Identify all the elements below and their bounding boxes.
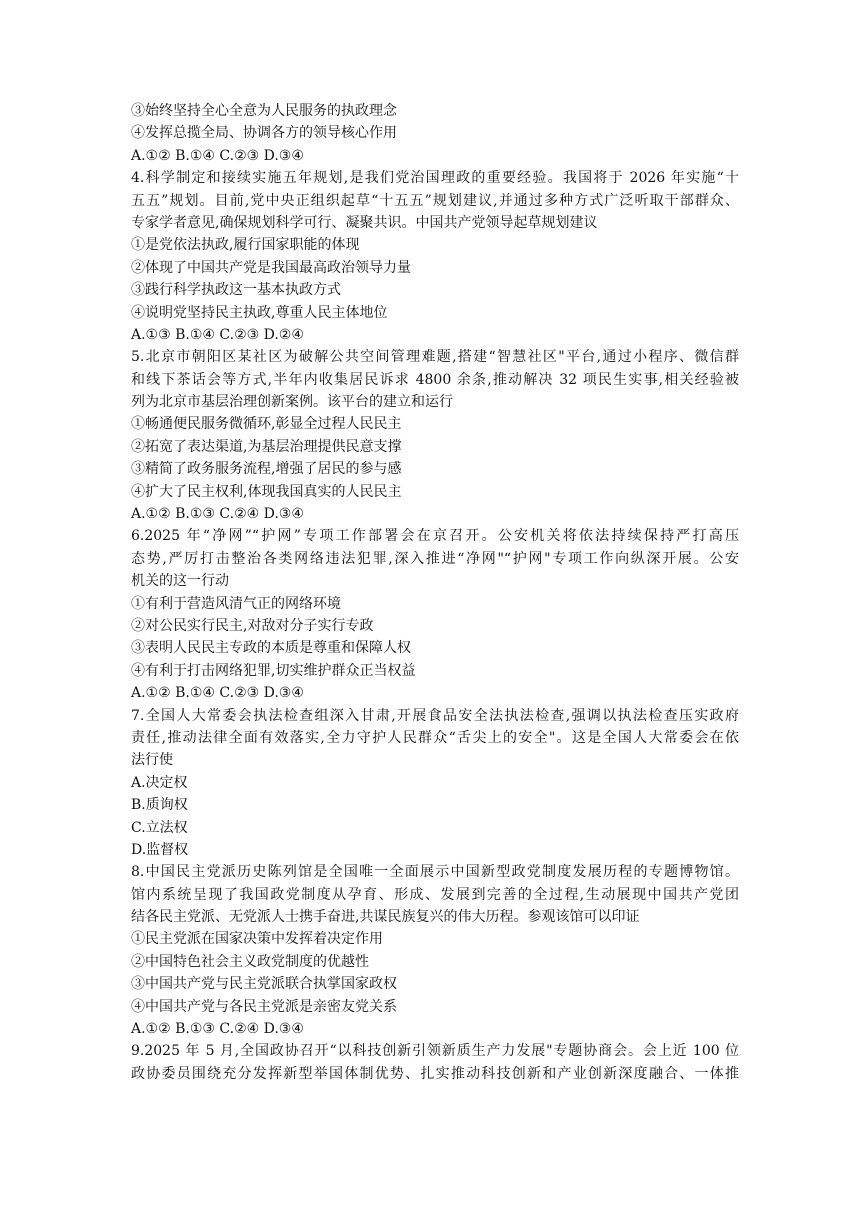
question-6-stem: 6.2025 年“净网”“护网”专项工作部署会在京召开。公安机关将依法持续保持严打高压	[131, 528, 739, 545]
option-a: A.决定权	[131, 774, 188, 791]
option-c: C.立法权	[131, 819, 188, 836]
statement-item: ④中国共产党与各民主党派是亲密友党关系	[131, 998, 397, 1015]
statement-item: ②中国特色社会主义政党制度的优越性	[131, 953, 369, 970]
answer-options: A.①② B.①④ C.②③ D.③④	[131, 685, 304, 702]
question-8-stem: 结各民主党派、无党派人士携手奋进,共谋民族复兴的伟大历程。参观该馆可以印证	[131, 909, 640, 926]
text-line: ③始终坚持全心全意为人民服务的执政理念	[131, 103, 397, 119]
statement-item: ③表明人民民主专政的本质是尊重和保障人权	[131, 640, 411, 657]
statement-item: ④说明党坚持民主执政,尊重人民主体地位	[131, 304, 388, 321]
question-9-stem: 9.2025 年 5 月,全国政协召开“以科技创新引领新质生产力发展"专题协商会。会上近 100 位	[131, 1043, 739, 1060]
question-5-stem: 和线下茶话会等方式,半年内收集居民诉求 4800 余条,推动解决 32 项民生实事,相关经验被	[131, 371, 739, 388]
statement-item: ④扩大了民主权利,体现我国真实的人民民主	[131, 483, 402, 500]
statement-item: ②对公民实行民主,对敌对分子实行专政	[131, 617, 374, 634]
answer-options: A.①③ B.①④ C.②③ D.②④	[131, 326, 304, 343]
question-4-stem: 专家学者意见,确保规划科学可行、凝聚共识。中国共产党领导起草规划建议	[131, 214, 598, 231]
statement-item: ③践行科学执政这一基本执政方式	[131, 282, 341, 299]
answer-options: A.①② B.①③ C.②④ D.③④	[131, 506, 304, 523]
question-5-stem: 列为北京市基层治理创新案例。该平台的建立和运行	[131, 394, 453, 411]
statement-item: ②拓宽了表达渠道,为基层治理提供民意支撑	[131, 438, 402, 455]
question-7-stem: 7.全国人大常委会执法检查组深入甘肃,开展食品安全法执法检查,强调以执法检查压实政府	[131, 707, 739, 724]
question-9-stem: 政协委员围绕充分发挥新型举国体制优势、扎实推动科技创新和产业创新深度融合、一体推	[131, 1065, 739, 1082]
question-8-stem: 馆内系统呈现了我国政党制度从孕育、形成、发展到完善的全过程,生动展现中国共产党团	[131, 886, 739, 903]
statement-item: ①有利于营造风清气正的网络环境	[131, 595, 341, 612]
statement-item: ④有利于打击网络犯罪,切实维护群众正当权益	[131, 662, 416, 679]
question-7-stem: 责任,推动法律全面有效落实,全力守护人民群众“舌尖上的安全"。这是全国人大常委会在依	[131, 729, 739, 746]
statement-item: ①民主党派在国家决策中发挥着决定作用	[131, 931, 383, 948]
question-6-stem: 态势,严厉打击整治各类网络违法犯罪,深入推进“净网"“护网"专项工作向纵深开展。公安	[131, 550, 739, 567]
statement-item: ③精简了政务服务流程,增强了居民的参与感	[131, 461, 402, 478]
question-4-stem: 五五”规划。目前,党中央正组织起草“十五五”规划建议,并通过多种方式广泛听取干部群众、	[131, 192, 739, 209]
statement-item: ①畅通便民服务微循环,彰显全过程人民民主	[131, 416, 402, 433]
question-8-stem: 8.中国民主党派历史陈列馆是全国唯一全面展示中国新型政党制度发展历程的专题博物馆。	[131, 864, 739, 881]
question-4-stem: 4.科学制定和接续实施五年规划,是我们党治国理政的重要经验。我国将于 2026 年实施“十	[131, 170, 739, 187]
statement-item: ①是党依法执政,履行国家职能的体现	[131, 237, 360, 254]
statement-item: ②体现了中国共产党是我国最高政治领导力量	[131, 259, 411, 276]
option-b: B.质询权	[131, 797, 188, 814]
statement-item: ③中国共产党与民主党派联合执掌国家政权	[131, 976, 397, 993]
question-5-stem: 5.北京市朝阳区某社区为破解公共空间管理难题,搭建“智慧社区"平台,通过小程序、微信群	[131, 349, 739, 366]
text-line: ④发挥总揽全局、协调各方的领导核心作用	[131, 125, 397, 142]
question-6-stem: 机关的这一行动	[131, 573, 229, 590]
answer-options: A.①② B.①③ C.②④ D.③④	[131, 1021, 304, 1038]
question-7-stem: 法行使	[131, 752, 173, 769]
document-page	[131, 100, 739, 1085]
option-d: D.监督权	[131, 841, 189, 858]
answer-options: A.①② B.①④ C.②③ D.③④	[131, 147, 304, 164]
